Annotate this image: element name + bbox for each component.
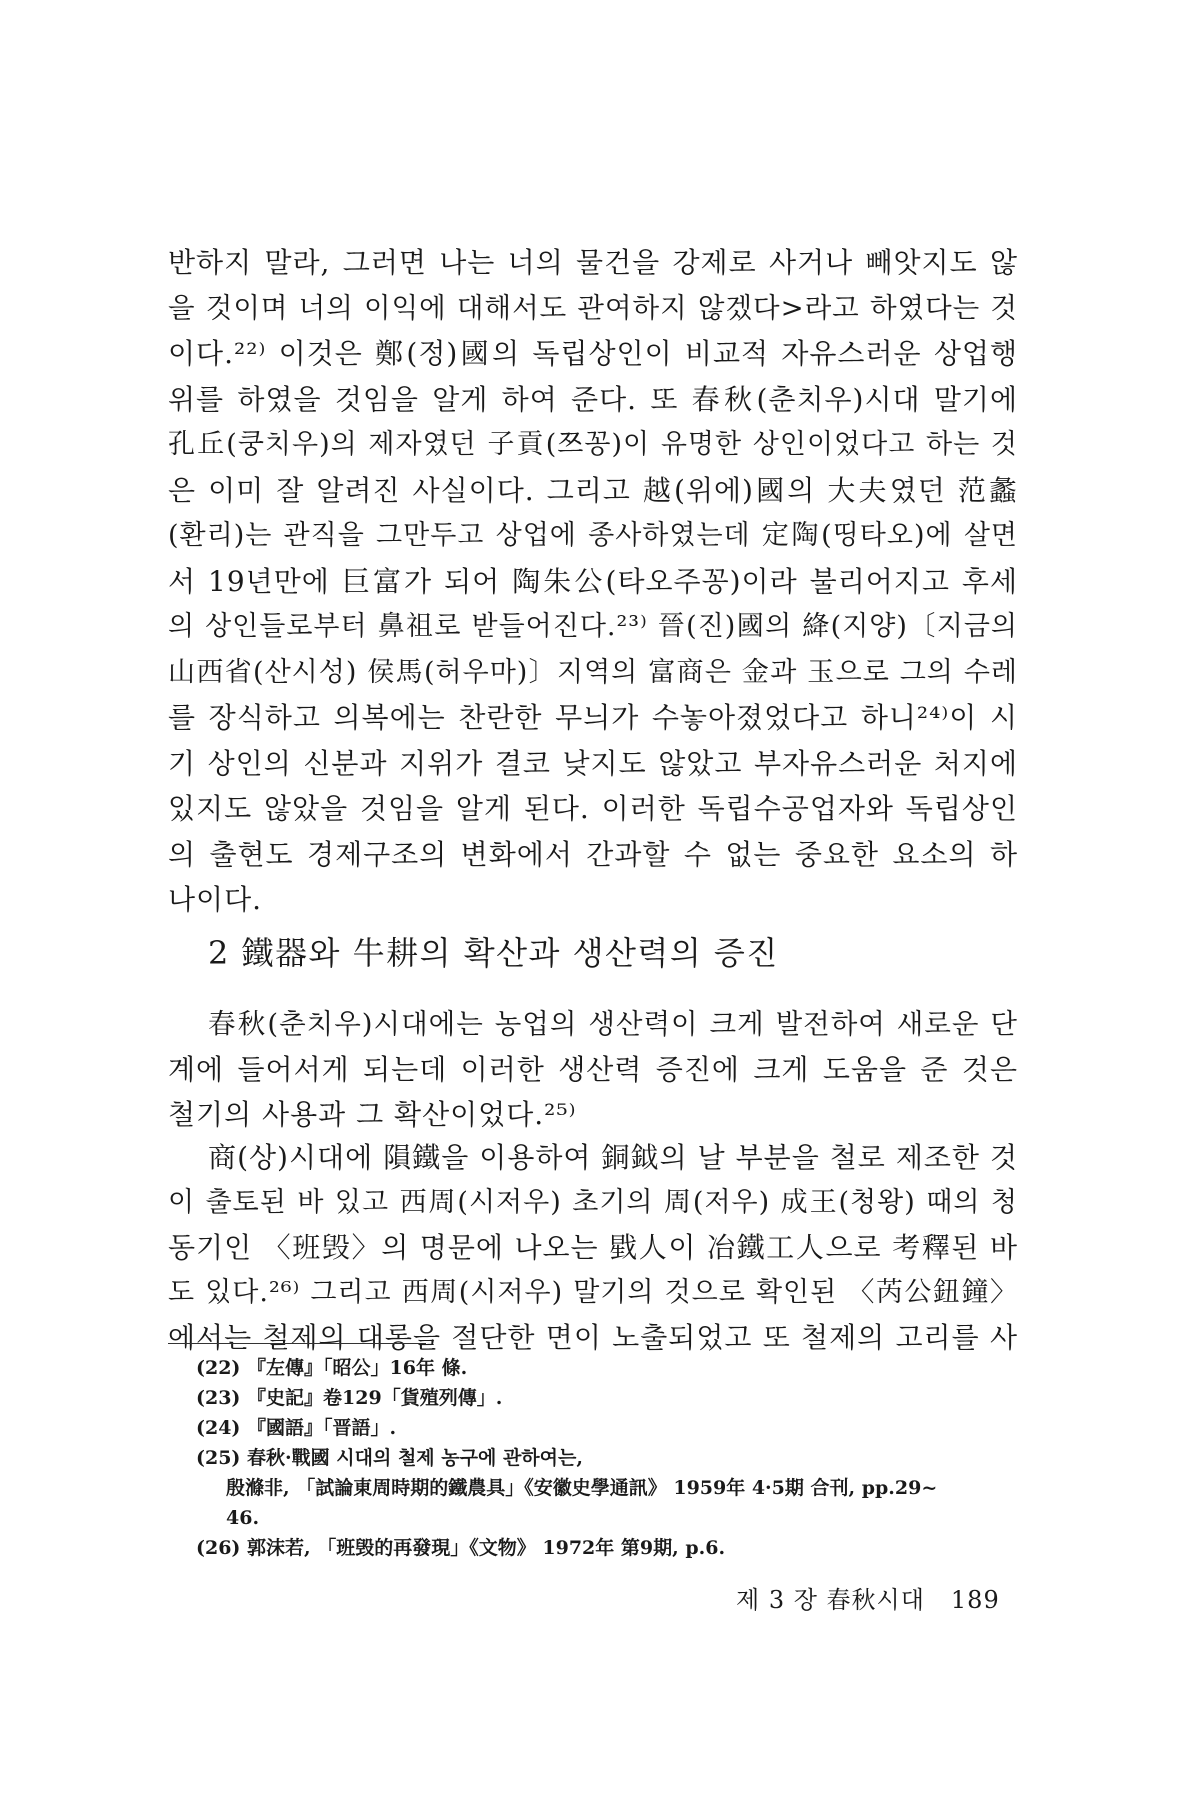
text-line: 이다.²²⁾ 이것은 鄭(정)國의 독립상인이 비교적 자유스러운 상업행: [168, 337, 1018, 370]
footnote-22: (22) 『左傳』「昭公」16年 條.: [196, 1357, 468, 1379]
text-line: 을 것이며 너의 이익에 대해서도 관여하지 않겠다>라고 하였다는 것: [168, 291, 1018, 324]
footnote-25-continuation: 46.: [226, 1507, 260, 1529]
body-paragraph-3: [168, 1135, 1018, 1360]
text-line: 商(상)시대에 隕鐵을 이용하여 銅鉞의 날 부분을 철로 제조한 것: [208, 1141, 1018, 1174]
text-line: 동기인 〈班毁〉의 명문에 나오는 戥人이 冶鐵工人으로 考釋된 바: [168, 1231, 1018, 1264]
text-line: 계에 들어서게 되는데 이러한 생산력 증진에 크게 도움을 준 것은: [168, 1053, 1018, 1086]
running-footer: [736, 1580, 1000, 1615]
text-line: 의 출현도 경제구조의 변화에서 간과할 수 없는 중요한 요소의 하: [168, 837, 1018, 871]
footnote-23: (23) 『史記』卷129「貨殖列傳」.: [196, 1387, 503, 1409]
text-line: 春秋(춘치우)시대에는 농업의 생산력이 크게 발전하여 새로운 단: [208, 1008, 1018, 1040]
body-paragraph-1: [168, 240, 1018, 923]
footnotes: [196, 1353, 1016, 1563]
text-line: 도 있다.²⁶⁾ 그리고 西周(시저우) 말기의 것으로 확인된 〈芮公鈕鐘〉: [168, 1277, 1018, 1308]
text-line: 위를 하였을 것임을 알게 하여 준다. 또 春秋(춘치우)시대 말기에: [168, 382, 1018, 416]
text-line: 를 장식하고 의복에는 찬란한 무늬가 수놓아졌었다고 하니²⁴⁾이 시: [168, 701, 1018, 734]
text-line: 서 19년만에 巨富가 되어 陶朱公(타오주꽁)이라 불리어지고 후세: [168, 564, 1018, 598]
footnote-24: (24) 『國語』「晋語」.: [196, 1417, 397, 1439]
page-number: 189: [950, 1586, 1000, 1614]
footnote-divider: [168, 1343, 426, 1344]
footnote-25: (25) 春秋·戰國 시대의 철제 농구에 관하여는,: [196, 1447, 583, 1469]
footnote-25-continuation: 殷滌非, 「試論東周時期的鐵農具」《安徽史學通訊》 1959年 4·5期 合刊, pp.29~: [226, 1477, 938, 1499]
footnote-26: (26) 郭沫若, 「班毁的再發現」《文物》 1972年 第9期, p.6.: [196, 1537, 726, 1559]
body-paragraph-2: [168, 1002, 1018, 1137]
text-line: (환리)는 관직을 그만두고 상업에 종사하였는데 定陶(띵타오)에 살면: [168, 520, 1018, 551]
section-heading: 2 鐵器와 牛耕의 확산과 생산력의 증진: [208, 934, 779, 972]
chapter-label: 제 3 장 春秋시대: [736, 1586, 925, 1614]
text-line: 에서는 철제의 대롱을 절단한 면이 노출되었고 또 철제의 고리를 사: [168, 1321, 1018, 1354]
text-line: 의 상인들로부터 鼻祖로 받들어진다.²³⁾ 晉(진)國의 絳(지양)〔지금의: [168, 611, 1018, 642]
text-line: 은 이미 잘 알려진 사실이다. 그리고 越(위에)國의 大夫였던 范蠡: [168, 473, 1018, 507]
text-line: 山西省(산시성) 侯馬(허우마)〕지역의 富商은 金과 玉으로 그의 수레: [168, 656, 1018, 688]
text-line: 있지도 않았을 것임을 알게 된다. 이러한 독립수공업자와 독립상인: [168, 792, 1018, 825]
text-line: 철기의 사용과 그 확산이었다.²⁵⁾: [168, 1098, 577, 1131]
text-line: 반하지 말라, 그러면 나는 너의 물건을 강제로 사거나 빼앗지도 않: [168, 246, 1018, 279]
text-line: 나이다.: [168, 883, 263, 916]
text-line: 이 출토된 바 있고 西周(시저우) 초기의 周(저우) 成王(청왕) 때의 청: [168, 1187, 1018, 1218]
text-line: 孔丘(쿵치우)의 제자였던 子貢(쯔꽁)이 유명한 상인이었다고 하는 것: [168, 429, 1018, 460]
text-line: 기 상인의 신분과 지위가 결코 낮지도 않았고 부자유스러운 처지에: [168, 746, 1018, 780]
